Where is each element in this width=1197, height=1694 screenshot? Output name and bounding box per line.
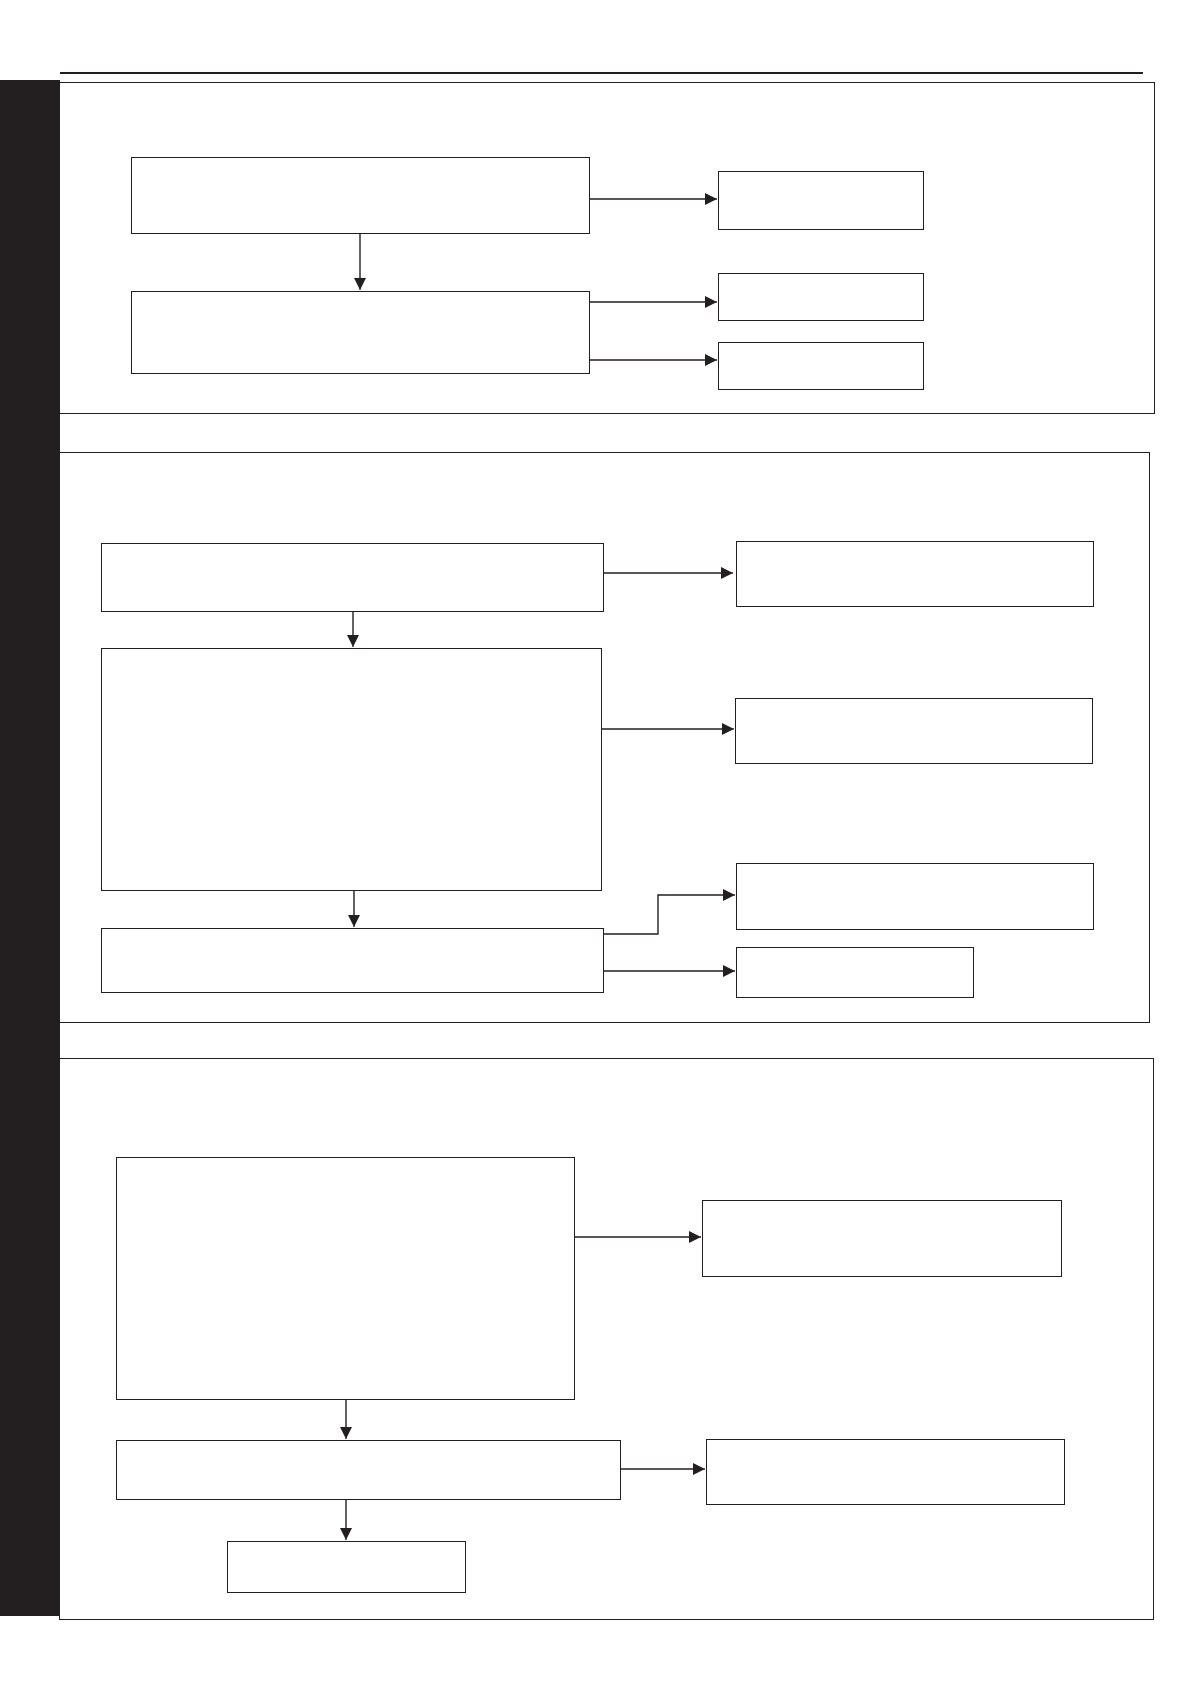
- flowchart-2-arrow-elbow: [604, 895, 735, 934]
